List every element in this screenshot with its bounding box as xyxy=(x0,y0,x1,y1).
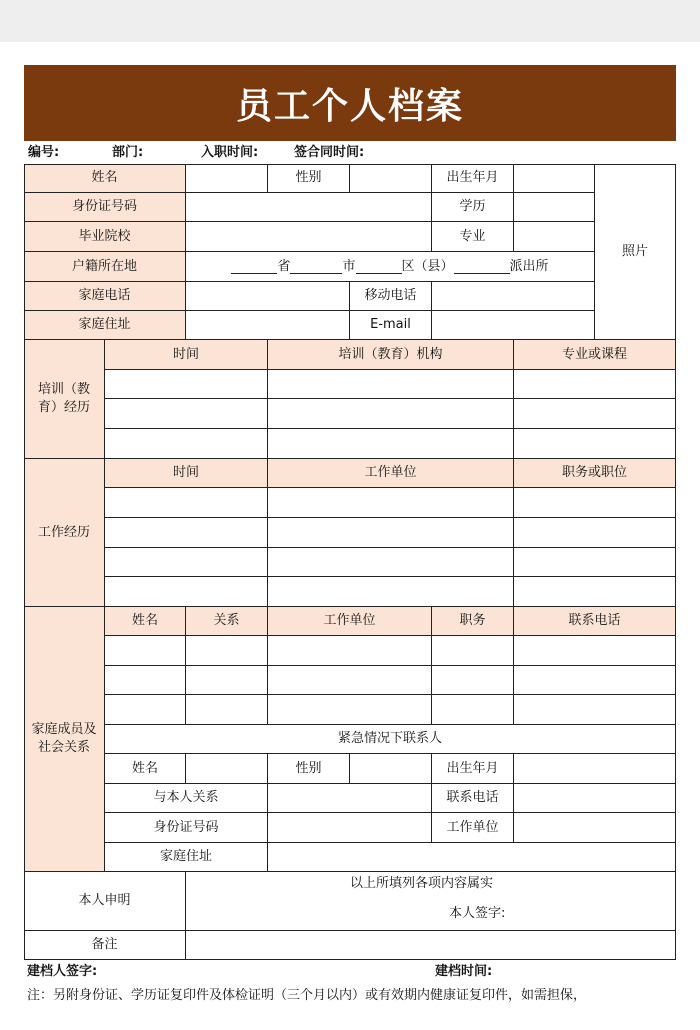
birth-field[interactable] xyxy=(514,164,595,193)
training-time-cell[interactable] xyxy=(105,429,268,459)
family-name-header: 姓名 xyxy=(105,607,186,636)
work-position-cell[interactable] xyxy=(514,577,676,607)
work-position-cell[interactable] xyxy=(514,518,676,548)
filing-date-label: 建档时间: xyxy=(435,964,493,979)
home-address-label: 家庭住址 xyxy=(24,311,186,340)
id-number-label: 身份证号码 xyxy=(24,193,186,222)
household-field[interactable] xyxy=(186,252,595,282)
training-course-header: 专业或课程 xyxy=(514,340,676,370)
major-field[interactable] xyxy=(514,222,595,252)
gender-field[interactable] xyxy=(350,164,432,193)
work-company-cell[interactable] xyxy=(268,577,514,607)
training-time-cell[interactable] xyxy=(105,370,268,399)
creator-signature-label: 建档人签字: xyxy=(27,964,98,979)
home-phone-field[interactable] xyxy=(186,282,350,311)
declaration-label: 本人申明 xyxy=(24,872,186,931)
work-time-header: 时间 xyxy=(105,459,268,488)
work-company-cell[interactable] xyxy=(268,518,514,548)
family-name-cell[interactable] xyxy=(105,695,186,725)
training-course-cell[interactable] xyxy=(514,399,676,429)
name-field[interactable] xyxy=(186,164,268,193)
family-company-header: 工作单位 xyxy=(268,607,432,636)
work-company-cell[interactable] xyxy=(268,548,514,577)
work-position-header: 职务或职位 xyxy=(514,459,676,488)
family-name-cell[interactable] xyxy=(105,666,186,695)
family-relation-cell[interactable] xyxy=(186,695,268,725)
emergency-company-label: 工作单位 xyxy=(432,813,514,843)
work-position-cell[interactable] xyxy=(514,548,676,577)
work-time-cell[interactable] xyxy=(105,488,268,518)
family-company-cell[interactable] xyxy=(268,636,432,666)
work-time-cell[interactable] xyxy=(105,548,268,577)
work-company-header: 工作单位 xyxy=(268,459,514,488)
training-org-cell[interactable] xyxy=(268,429,514,459)
family-company-cell[interactable] xyxy=(268,666,432,695)
home-address-field[interactable] xyxy=(186,311,350,340)
declaration-statement: 以上所填列各项内容属实 xyxy=(350,876,494,891)
family-phone-cell[interactable] xyxy=(514,695,676,725)
training-course-cell[interactable] xyxy=(514,370,676,399)
education-field[interactable] xyxy=(514,193,595,222)
department-label: 部门: xyxy=(112,145,144,160)
emergency-phone-label: 联系电话 xyxy=(432,784,514,813)
mobile-field[interactable] xyxy=(432,282,595,311)
family-name-cell[interactable] xyxy=(105,636,186,666)
title-banner xyxy=(24,65,676,141)
number-label: 编号: xyxy=(28,145,60,160)
contract-date-label: 签合同时间: xyxy=(294,145,365,160)
footer-note: 注：另附身份证、学历证复印件及体检证明（三个月以内）或有效期内健康证复印件，如需担保， xyxy=(27,988,587,1003)
family-phone-cell[interactable] xyxy=(514,636,676,666)
family-section-label: 家庭成员及社会关系 xyxy=(24,607,105,872)
birth-label: 出生年月 xyxy=(432,164,514,193)
family-phone-header: 联系电话 xyxy=(514,607,676,636)
family-company-cell[interactable] xyxy=(268,695,432,725)
email-field[interactable] xyxy=(432,311,595,340)
emergency-name-label: 姓名 xyxy=(105,754,186,784)
training-course-cell[interactable] xyxy=(514,429,676,459)
station-label: 派出所 xyxy=(509,258,549,274)
email-label: E-mail xyxy=(350,311,432,340)
emergency-gender-field[interactable] xyxy=(350,754,432,784)
gender-label: 性别 xyxy=(268,164,350,193)
city-label: 市 xyxy=(342,258,356,274)
emergency-company-field[interactable] xyxy=(514,813,676,843)
hire-date-label: 入职时间: xyxy=(201,145,259,160)
family-title-cell[interactable] xyxy=(432,636,514,666)
work-time-cell[interactable] xyxy=(105,577,268,607)
emergency-id-field[interactable] xyxy=(268,813,432,843)
major-label: 专业 xyxy=(432,222,514,252)
name-label: 姓名 xyxy=(24,164,186,193)
emergency-name-field[interactable] xyxy=(186,754,268,784)
id-number-field[interactable] xyxy=(186,193,432,222)
emergency-relation-label: 与本人关系 xyxy=(105,784,268,813)
emergency-birth-field[interactable] xyxy=(514,754,676,784)
county-label: 区（县） xyxy=(401,258,454,274)
training-section-label: 培训（教育）经历 xyxy=(24,340,105,459)
emergency-phone-field[interactable] xyxy=(514,784,676,813)
remarks-label: 备注 xyxy=(24,931,186,960)
page-title: 员工个人档案 xyxy=(235,85,464,127)
signature-label: 本人签字: xyxy=(449,906,506,921)
household-label: 户籍所在地 xyxy=(24,252,186,282)
emergency-heading: 紧急情况下联系人 xyxy=(105,725,676,754)
training-time-header: 时间 xyxy=(105,340,268,370)
training-org-cell[interactable] xyxy=(268,399,514,429)
school-field[interactable] xyxy=(186,222,432,252)
emergency-gender-label: 性别 xyxy=(268,754,350,784)
remarks-field[interactable] xyxy=(186,931,676,960)
school-label: 毕业院校 xyxy=(24,222,186,252)
family-title-header: 职务 xyxy=(432,607,514,636)
education-label: 学历 xyxy=(432,193,514,222)
photo-box[interactable]: 照片 xyxy=(595,164,676,340)
family-phone-cell[interactable] xyxy=(514,666,676,695)
emergency-id-label: 身份证号码 xyxy=(105,813,268,843)
family-relation-cell[interactable] xyxy=(186,666,268,695)
family-relation-header: 关系 xyxy=(186,607,268,636)
mobile-label: 移动电话 xyxy=(350,282,432,311)
archive-form xyxy=(24,164,676,960)
training-org-header: 培训（教育）机构 xyxy=(268,340,514,370)
home-phone-label: 家庭电话 xyxy=(24,282,186,311)
family-relation-cell[interactable] xyxy=(186,636,268,666)
emergency-address-field[interactable] xyxy=(268,843,676,872)
top-gray-bar xyxy=(0,0,700,42)
declaration-field[interactable] xyxy=(186,872,676,931)
family-title-cell[interactable] xyxy=(432,666,514,695)
work-company-cell[interactable] xyxy=(268,488,514,518)
work-section-label: 工作经历 xyxy=(24,459,105,607)
emergency-relation-field[interactable] xyxy=(268,784,432,813)
province-label: 省 xyxy=(277,258,291,274)
work-position-cell[interactable] xyxy=(514,488,676,518)
family-title-cell[interactable] xyxy=(432,695,514,725)
emergency-birth-label: 出生年月 xyxy=(432,754,514,784)
work-time-cell[interactable] xyxy=(105,518,268,548)
training-time-cell[interactable] xyxy=(105,399,268,429)
training-org-cell[interactable] xyxy=(268,370,514,399)
emergency-address-label: 家庭住址 xyxy=(105,843,268,872)
